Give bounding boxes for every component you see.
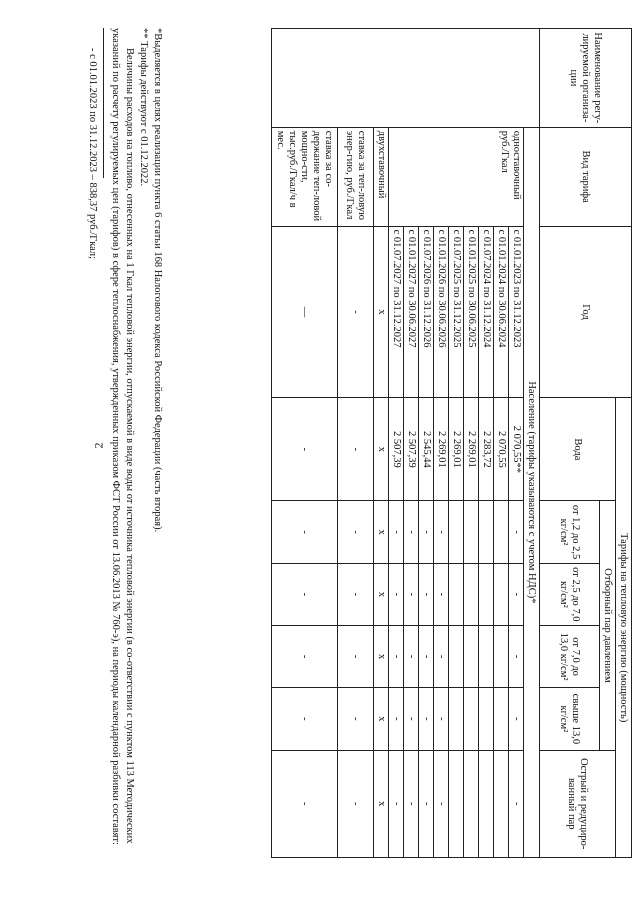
- p3-cell: -: [509, 625, 524, 687]
- p3-cell: [494, 625, 509, 687]
- section-title: Население (тарифы указываются с учетом НДС)*: [524, 127, 540, 857]
- water-cell: 2 283,72: [479, 398, 494, 501]
- water-cell: -: [272, 398, 338, 501]
- p2-cell: [449, 563, 464, 625]
- sharp-cell: -: [272, 750, 338, 858]
- water-cell: 2 269,01: [434, 398, 449, 501]
- sharp-cell: [464, 750, 479, 858]
- period-cell: с 01.01.2025 по 30.06.2025: [464, 226, 479, 398]
- p4-cell: [479, 688, 494, 750]
- p4-cell: -: [419, 688, 434, 750]
- p2-cell: -: [509, 563, 524, 625]
- period-cell: с 01.07.2027 по 31.12.2027: [389, 226, 404, 398]
- header-steam-group: Отборный пар давлением: [600, 501, 616, 750]
- divider: [103, 28, 104, 178]
- sharp-cell: -: [338, 750, 374, 858]
- period-cell: —: [272, 226, 338, 398]
- tariff-table: [271, 28, 632, 858]
- header-p2: от 2,5 до 7,0 кг/см²: [540, 563, 600, 625]
- footnote-effective-date: ** Тарифы действуют с 01.12.2022.: [138, 28, 149, 187]
- p3-cell: [449, 625, 464, 687]
- header-water: Вода: [540, 398, 616, 501]
- p1-cell: [449, 501, 464, 563]
- period-cell: с 01.07.2025 по 31.12.2025: [449, 226, 464, 398]
- header-year: Год: [540, 226, 632, 398]
- p2-cell: [479, 563, 494, 625]
- p1-cell: -: [338, 501, 374, 563]
- water-cell: 2 269,01: [449, 398, 464, 501]
- two-rate-label: двухставочный: [374, 127, 389, 226]
- p4-cell: -: [272, 688, 338, 750]
- p4-cell: x: [374, 688, 389, 750]
- period-cell: x: [374, 226, 389, 398]
- p3-cell: -: [338, 625, 374, 687]
- sharp-cell: -: [404, 750, 419, 858]
- p1-cell: -: [419, 501, 434, 563]
- p4-cell: [464, 688, 479, 750]
- header-p1: от 1,2 до 2,5 кг/см²: [540, 501, 600, 563]
- p2-cell: -: [338, 563, 374, 625]
- p3-cell: -: [434, 625, 449, 687]
- period-cell: с 01.01.2026 по 30.06.2026: [434, 226, 449, 398]
- p1-cell: [494, 501, 509, 563]
- water-cell: 2 070,55: [494, 398, 509, 501]
- p1-cell: -: [509, 501, 524, 563]
- period-cell: с 01.07.2024 по 31.12.2024: [479, 226, 494, 398]
- period-cell: -: [338, 226, 374, 398]
- p4-cell: [494, 688, 509, 750]
- p4-cell: -: [434, 688, 449, 750]
- org-cell: [272, 29, 540, 128]
- sharp-cell: -: [419, 750, 434, 858]
- p1-cell: -: [389, 501, 404, 563]
- p4-cell: -: [404, 688, 419, 750]
- header-sharp-steam: Острый и редуциро-ванный пар: [540, 750, 616, 858]
- sharp-cell: [449, 750, 464, 858]
- p3-cell: -: [404, 625, 419, 687]
- p2-cell: [494, 563, 509, 625]
- single-rate-label: одноставочный руб./Гкал: [389, 127, 524, 226]
- header-p4: свыше 13,0 кг/см²: [540, 688, 600, 750]
- period-cell: с 01.01.2024 по 30.06.2024: [494, 226, 509, 398]
- period-cell: с 01.01.2023 по 31.12.2023: [509, 226, 524, 398]
- p1-cell: -: [404, 501, 419, 563]
- energy-rate-label: ставка за теп-ловую энер-гию, руб./Гкал: [338, 127, 374, 226]
- p3-cell: [479, 625, 494, 687]
- period-cell: с 01.01.2027 по 30.06.2027: [404, 226, 419, 398]
- header-group: Тарифы на тепловую энергию (мощность): [616, 398, 632, 858]
- water-cell: -: [338, 398, 374, 501]
- water-cell: 2 507,39: [404, 398, 419, 501]
- p4-cell: -: [509, 688, 524, 750]
- header-tariff-type: Вид тарифа: [540, 127, 632, 226]
- water-cell: 2 070,55**: [509, 398, 524, 501]
- rotated-page-content: [12, 16, 632, 876]
- sharp-cell: -: [434, 750, 449, 858]
- p2-cell: [464, 563, 479, 625]
- water-cell: 2 269,01: [464, 398, 479, 501]
- p2-cell: -: [434, 563, 449, 625]
- p1-cell: -: [272, 501, 338, 563]
- p2-cell: -: [419, 563, 434, 625]
- p3-cell: -: [389, 625, 404, 687]
- header-org: Наименование регу-лируемой организа-ции: [540, 29, 632, 128]
- p3-cell: x: [374, 625, 389, 687]
- capacity-rate-label: ставка за со-держание теп-ловой мощно-сти, тыс.руб./Гкал/ч в мес.: [272, 127, 338, 226]
- p3-cell: [464, 625, 479, 687]
- p1-cell: x: [374, 501, 389, 563]
- sharp-cell: -: [509, 750, 524, 858]
- p3-cell: -: [272, 625, 338, 687]
- p1-cell: [464, 501, 479, 563]
- p4-cell: -: [338, 688, 374, 750]
- p1-cell: -: [434, 501, 449, 563]
- p2-cell: -: [404, 563, 419, 625]
- sharp-cell: [479, 750, 494, 858]
- p2-cell: x: [374, 563, 389, 625]
- p4-cell: [449, 688, 464, 750]
- footnotes: [85, 28, 164, 860]
- water-cell: 2 545,44: [419, 398, 434, 501]
- fuel-cost-period-line: - с 01.01.2023 по 31.12.2023 – 838,37 руб./Гкал;: [87, 48, 98, 260]
- sharp-cell: -: [389, 750, 404, 858]
- sharp-cell: [494, 750, 509, 858]
- p4-cell: -: [389, 688, 404, 750]
- page-number: 2: [91, 442, 106, 449]
- sharp-cell: x: [374, 750, 389, 858]
- p2-cell: -: [389, 563, 404, 625]
- period-cell: с 01.07.2026 по 31.12.2026: [419, 226, 434, 398]
- p2-cell: -: [272, 563, 338, 625]
- p1-cell: [479, 501, 494, 563]
- header-p3: от 7,0 до 13,0 кг/см²: [540, 625, 600, 687]
- water-cell: 2 507,39: [389, 398, 404, 501]
- footnote-vat: *Выделяется в целях реализации пункта 6 статьи 168 Налогового кодекса Российской Федерации (часть вторая).: [152, 28, 163, 533]
- p3-cell: -: [419, 625, 434, 687]
- fuel-cost-paragraph: Величины расходов на топливо, отнесенных на 1 Гкал тепловой энергии, отпускаемой в виде воды от источника тепловой энергии (в со-ответствии с пунктом 113 Методических указаний по расчету регулируемых цен (тарифов) в сфере теплоснабжения, утвержденных приказом ФСТ России от 13.06.2013 № 760-э), на периоды календарной разбивки составят:: [110, 28, 135, 845]
- water-cell: x: [374, 398, 389, 501]
